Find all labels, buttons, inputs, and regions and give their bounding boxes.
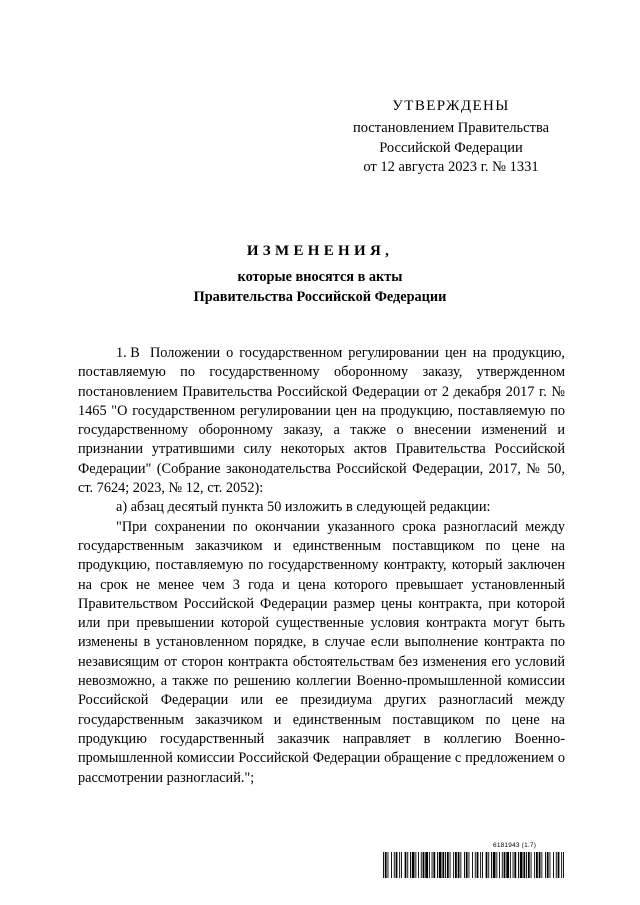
item-1-number: 1. В [116,345,140,361]
approval-line-3: от 12 августа 2023 г. № 1331 [363,159,539,176]
document-subtitle [0,268,640,307]
document-body [78,344,565,788]
subtitle-line-1: которые вносятся в акты [237,269,403,285]
approval-line-2: Российской Федерации [379,139,523,156]
document-code: 6181943 (1.7) [493,842,537,849]
paragraph-item-1 [78,344,565,498]
approval-heading: УТВЕРЖДЕНЫ [392,98,510,114]
subtitle-line-2: Правительства Российской Федерации [193,288,447,305]
paragraph-quote: "При сохранении по окончании указанного срока разногласий между государственным заказчиком и единственным поставщиком по цене на продукцию, поставляемую по государственному контракту, который заключен на срок не менее чем 3 года и цена которого превышает установленный Правительством Российской Федерации размер цены контракта, при которой или при превышении которой существенные условия контракта могут быть изменены в установленном порядке, в случае если выполнение контракта по независящим от сторон контракта обстоятельствам без изменения его условий невозможно, а также по решению коллегии Военно-промышленной комиссии Российской Федерации или ее президиума других разногласий между государственным заказчиком и единственным поставщиком по цене на продукцию государственный заказчик направляет в коллегию Военно-промышленной комиссии Российской Федерации обращение с предложением о рассмотрении разногласий."; [78,518,565,786]
paragraph-subitem-a: а) абзац десятый пункта 50 изложить в следующей редакции: [116,499,491,516]
item-1-text: Положении о государственном регулировании цен на продукцию, поставляемую по государственному оборонному заказу, утвержденном постановлением Правительства Российской Федерации от 2 декабря 2017 г. № 1465 "О государственном регулировании цен на продукцию, поставляемую по государственному оборонному заказу, а также о внесении изменений и признании утратившими силу некоторых актов Правительства Российской Федерации" (Собрание законодательства Российской Федерации, 2017, № 50, ст. 7624; 2023, № 12, ст. 2052): [78,345,565,497]
approval-line-1: постановлением Правительства [352,120,550,136]
document-title: ИЗМЕНЕНИЯ, [246,243,394,259]
approval-stamp [340,96,562,178]
barcode-image [382,852,566,878]
